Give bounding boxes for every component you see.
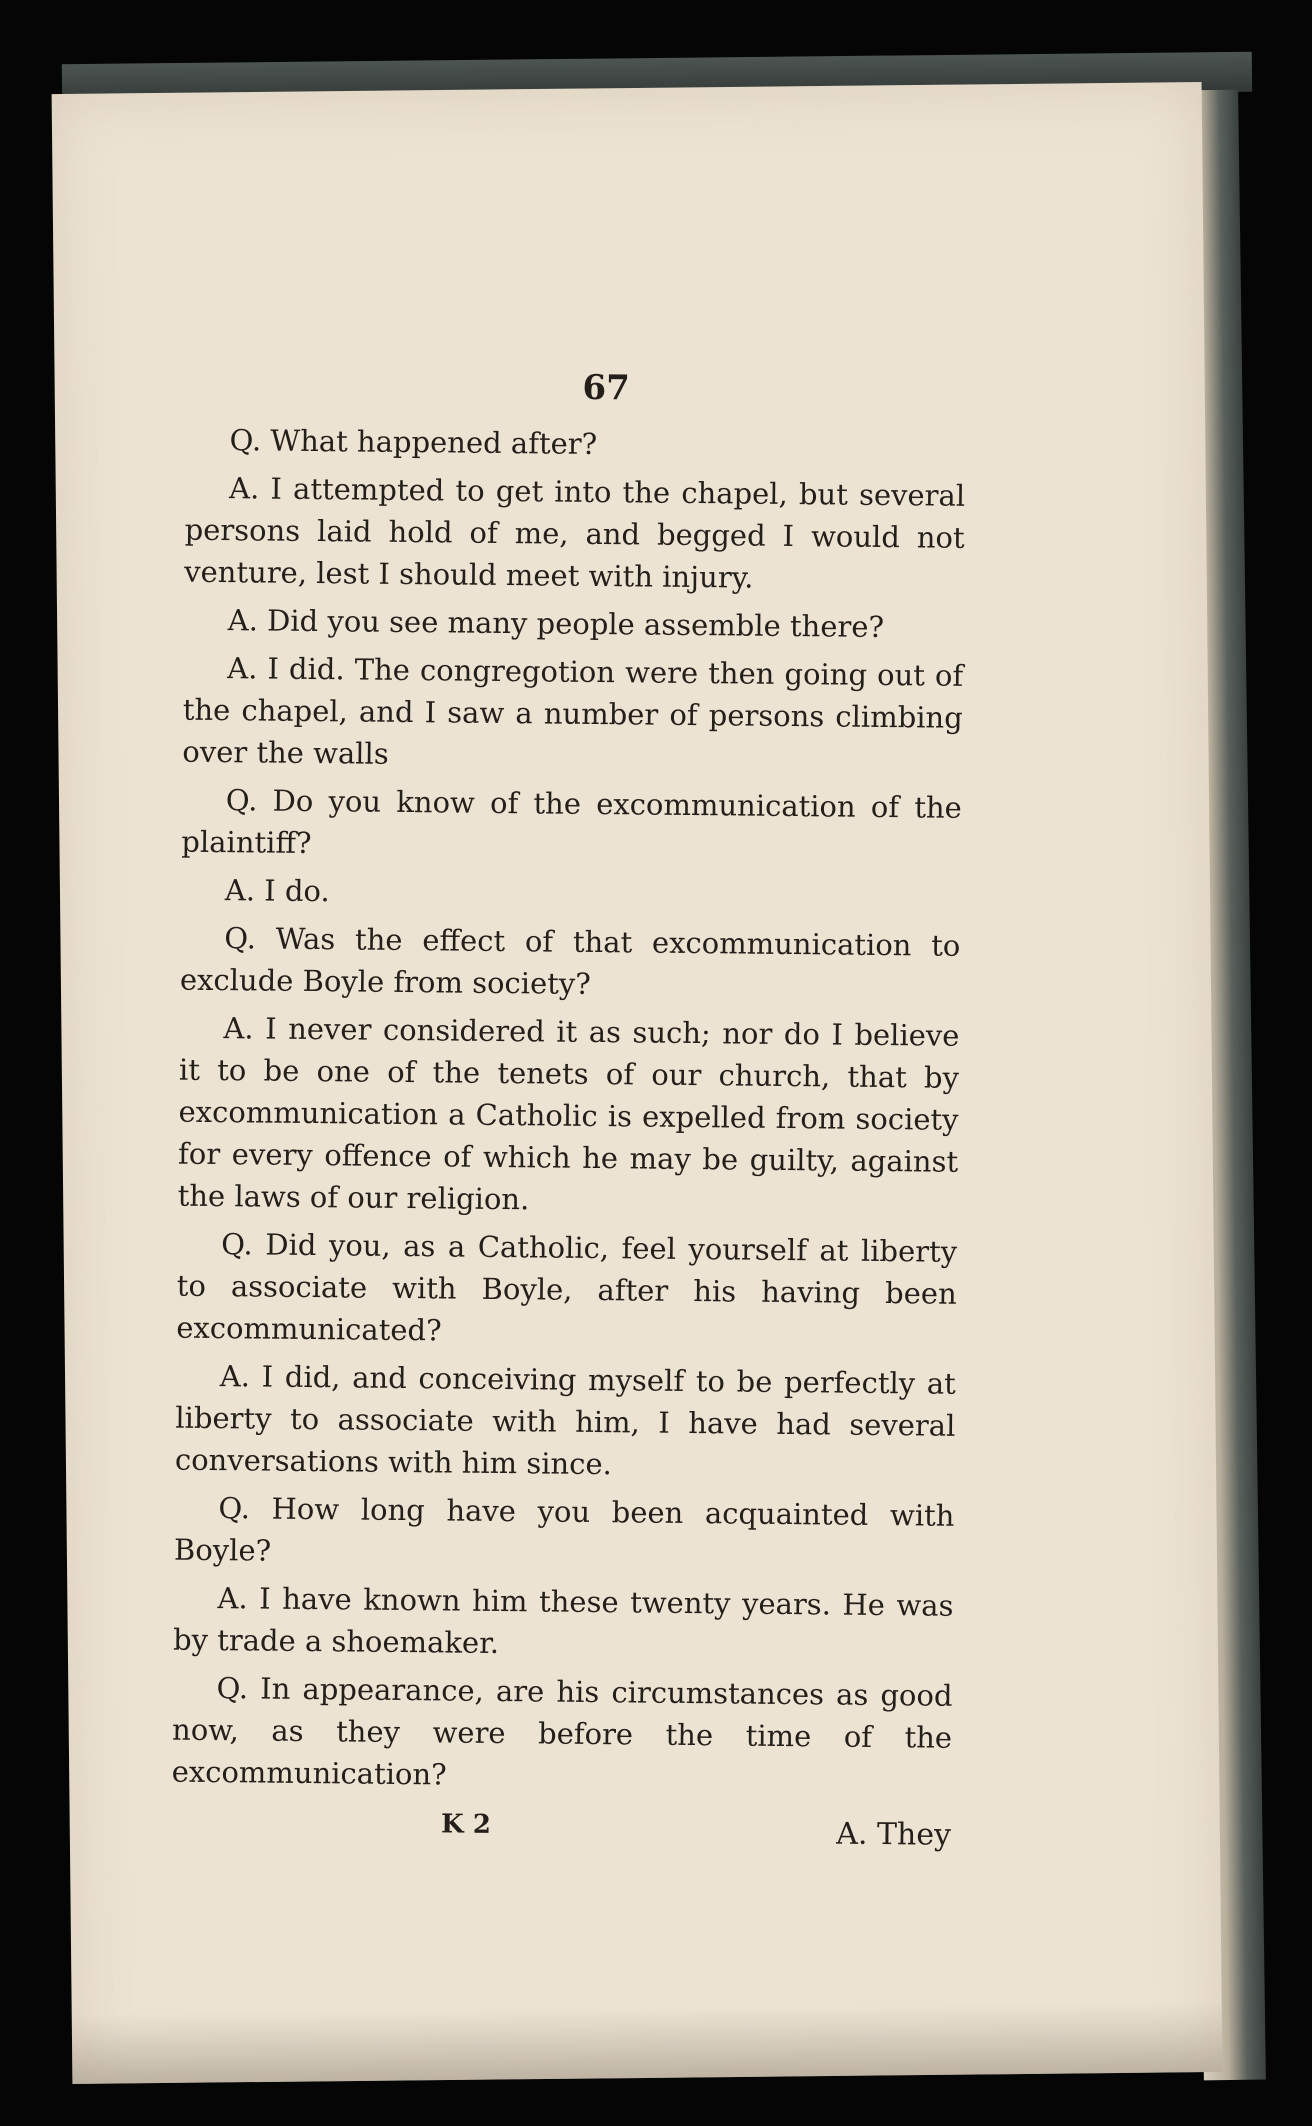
paragraph-9: Q. Did you, as a Catholic, feel yourself at liberty to associate with Boyle, after his having been excommunicated? xyxy=(176,1227,958,1348)
paragraph-11: Q. How long have you been acquainted with Boyle? xyxy=(173,1491,955,1568)
page-text-block xyxy=(171,363,966,1855)
paragraph-2: A. I attempted to get into the chapel, but several persons laid hold of me, and begged I would not venture, lest I should meet with injury. xyxy=(184,471,966,595)
paragraph-12: A. I have known him these twenty years. He was by trade a shoemaker. xyxy=(172,1581,954,1661)
paragraph-10: A. I did, and conceiving myself to be perfectly at liberty to associate with him, I have had several conversations with him since. xyxy=(174,1359,956,1482)
paragraph-7: Q. Was the effect of that excommunication to exclude Boyle from society? xyxy=(179,921,961,1001)
paragraph-1: Q. What happened after? xyxy=(229,423,598,461)
signature-mark: K 2 xyxy=(440,1809,492,1840)
paragraph-8: A. I never considered it as such; nor do I believe it to be one of the tenets of our church, that by excommunication a Catholic is expelled from society for every offence of which he may be guilty, against the laws of our religion. xyxy=(177,1011,960,1217)
catchword: A. They xyxy=(836,1816,952,1853)
paragraph-3: A. Did you see many people assemble there? xyxy=(227,603,885,644)
paragraph-4: A. I did. The congregotion were then going out of the chapel, and I saw a number of persons climbing over the walls xyxy=(182,651,964,771)
paragraph-13: Q. In appearance, are his circumstances as good now, as they were before the time of the excommunication? xyxy=(171,1671,953,1792)
book-page xyxy=(52,82,1223,2084)
page-number: 67 xyxy=(582,367,631,409)
page-footer xyxy=(171,1801,951,1855)
paragraph-6: A. I do. xyxy=(224,873,330,909)
paragraph-5: Q. Do you know of the excommunication of the plaintiff? xyxy=(181,783,962,861)
